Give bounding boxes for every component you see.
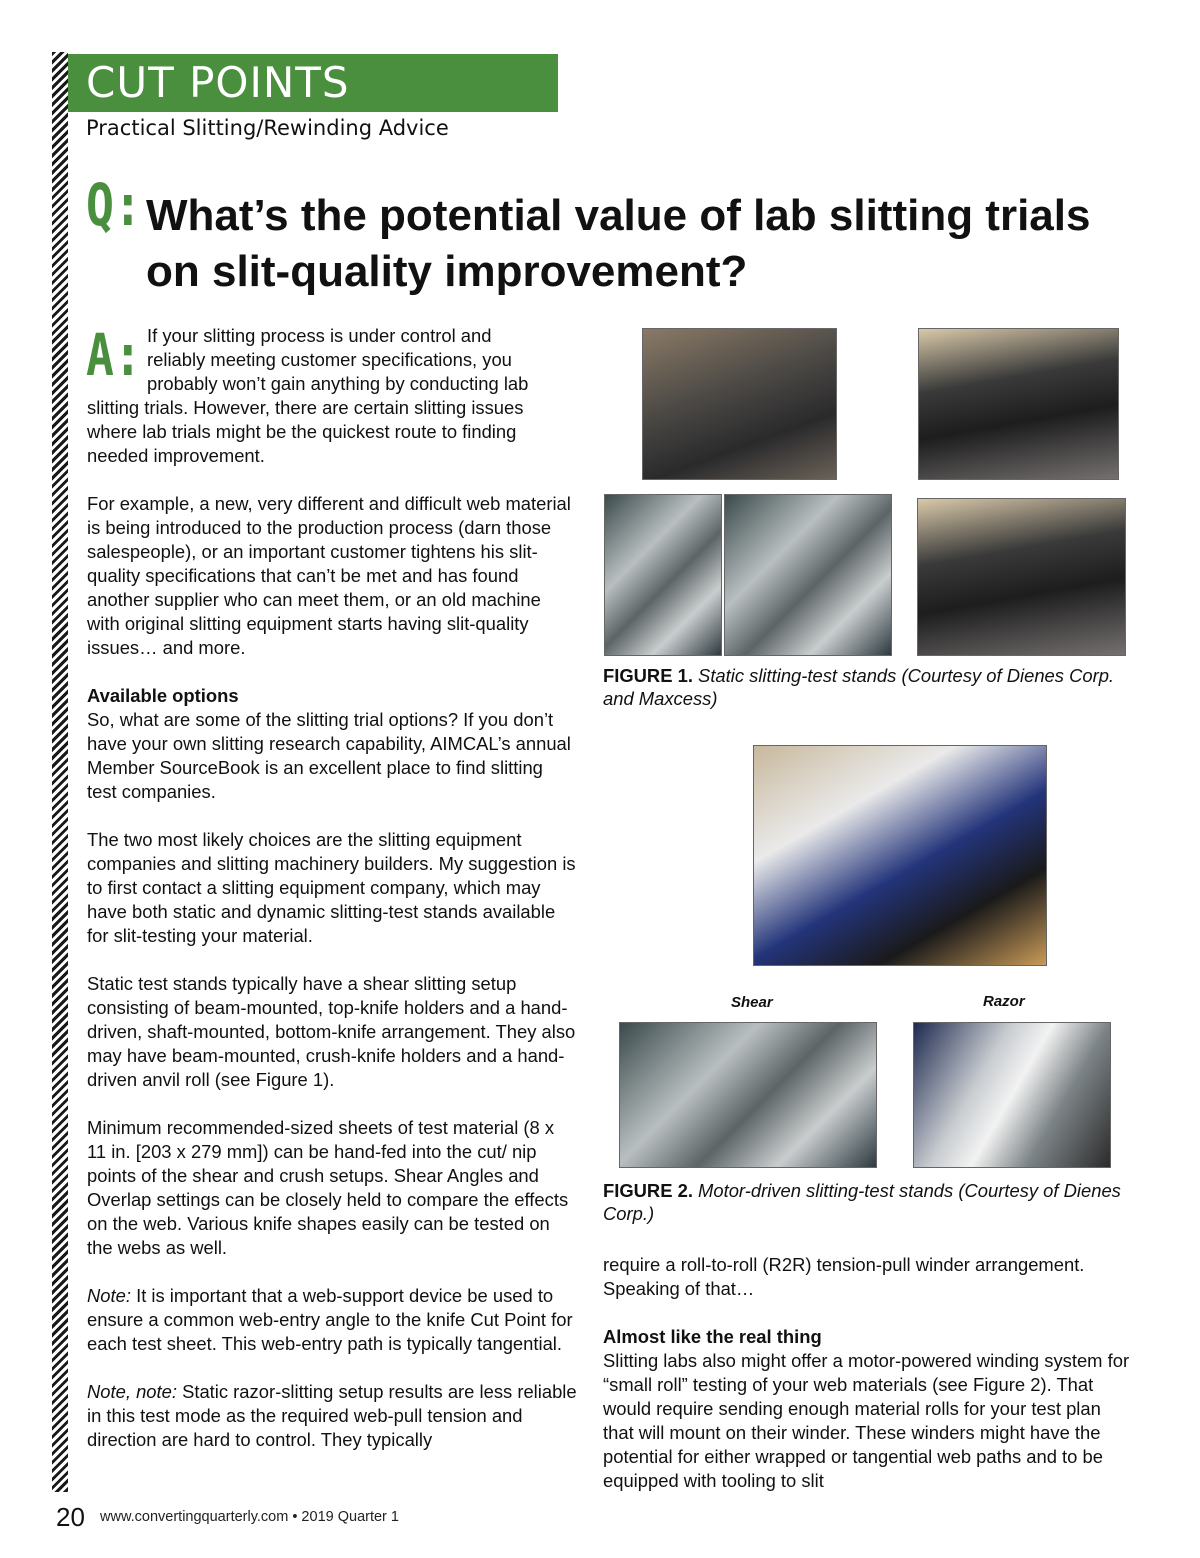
paragraph-r2r: require a roll-to-roll (R2R) tension-pull winder arrangement. Speaking of that…: [603, 1254, 1085, 1299]
figure1-photo-3: [604, 494, 722, 656]
paragraph-options: So, what are some of the slitting trial options? If you don’t have your own slitting research capability, AIMCAL’s annual Member SourceBook is an excellent place to find slitting test companies.: [87, 709, 571, 802]
section-subtitle: Practical Slitting/Rewinding Advice: [86, 116, 449, 140]
paragraph-choices: The two most likely choices are the slitting equipment companies and slitting machinery builders. My suggestion is to first contact a slitting equipment company, which may have both static and dynamic slitting-test stands available for slit-testing your material.: [87, 829, 576, 946]
heading-real-thing: Almost like the real thing: [603, 1326, 822, 1347]
figure2-photo-razor: [913, 1022, 1111, 1168]
figure2-caption: [603, 1179, 1123, 1225]
paragraph-example: For example, a new, very different and difficult web material is being introduced to the production process (darn those salespeople), or an important customer tightens his slit-quality specifications that can’t be met and has found another supplier who can meet them, or an old machine with original slitting equipment starts having slit-quality issues… and more.: [87, 493, 571, 658]
paragraph-test-sheets: Minimum recommended-sized sheets of test material (8 x 11 in. [203 x 279 mm]) can be hand-fed into the cut/ nip points of the shear and crush setups. Shear Angles and Overlap settings can be closely held to compare the effects on the web. Various knife shapes easily can be tested on the webs as well.: [87, 1117, 569, 1258]
note-note-text: Static razor-slitting setup results are less reliable in this test mode as the required web-pull tension and direction are hard to control. They typically: [87, 1381, 577, 1450]
paragraph-note: [87, 1284, 577, 1356]
answer-intro-line-1: If your slitting process is under control and: [147, 325, 492, 346]
figure2-shear-label: Shear: [731, 994, 773, 1011]
figure1-photo-2: [918, 328, 1119, 480]
note-label: Note:: [87, 1285, 131, 1306]
note-text: It is important that a web-support device be used to ensure a common web-entry angle to the knife Cut Point for each test sheet. This web-entry path is typically tangential.: [87, 1285, 573, 1354]
note-note-label: Note, note:: [87, 1381, 177, 1402]
answer-intro-line-2: reliably meeting customer specifications, you: [147, 349, 512, 370]
paragraph-note-note: [87, 1380, 577, 1452]
figure2-photo-main: [753, 745, 1047, 966]
figure1-label: FIGURE 1.: [603, 665, 693, 686]
left-column: [86, 321, 577, 1452]
figure2-photo-shear: [619, 1022, 877, 1168]
figure2-label: FIGURE 2.: [603, 1180, 693, 1201]
answer-intro-line-3: probably won’t gain anything by conducting lab: [147, 373, 529, 394]
figure2-caption-text: Motor-driven slitting-test stands (Courtesy of Dienes Corp.): [603, 1180, 1121, 1224]
question-heading: What’s the potential value of lab slitting trials on slit-quality improvement?: [146, 191, 1091, 296]
figure2-razor-label: Razor: [983, 993, 1025, 1010]
decorative-stripe: [52, 52, 68, 1492]
figure1-caption: [603, 664, 1123, 710]
question-mark-label: Q:: [86, 171, 142, 239]
answer-intro-rest: slitting trials. However, there are certain slitting issues where lab trials might be the quickest route to finding needed improvement.: [87, 397, 524, 466]
figure1-caption-text: Static slitting-test stands (Courtesy of Dienes Corp. and Maxcess): [603, 665, 1115, 709]
figure1-photo-4: [724, 494, 892, 656]
paragraph-winding: Slitting labs also might offer a motor-powered winding system for “small roll” testing of your web materials (see Figure 2). That would require sending enough material rolls for your test plan that will mount on their winder. These winders might have the potential for either wrapped or tangential web paths and to be equipped with tooling to slit: [603, 1350, 1130, 1491]
right-column: [603, 1253, 1133, 1493]
figure1-photo-1: [642, 328, 837, 480]
answer-mark-label: A:: [86, 321, 142, 389]
footer-publication: www.convertingquarterly.com • 2019 Quarter 1: [100, 1509, 399, 1525]
heading-available-options: Available options: [87, 685, 239, 706]
paragraph-static-stands: Static test stands typically have a shear slitting setup consisting of beam-mounted, top-knife holders and a hand-driven, shaft-mounted, bottom-knife arrangement. They also may have beam-mounted, crush-knife holders and a hand-driven anvil roll (see Figure 1).: [87, 973, 576, 1090]
page-number: 20: [56, 1502, 85, 1532]
figure1-photo-5: [917, 498, 1126, 656]
section-banner: CUT POINTS: [68, 54, 558, 112]
